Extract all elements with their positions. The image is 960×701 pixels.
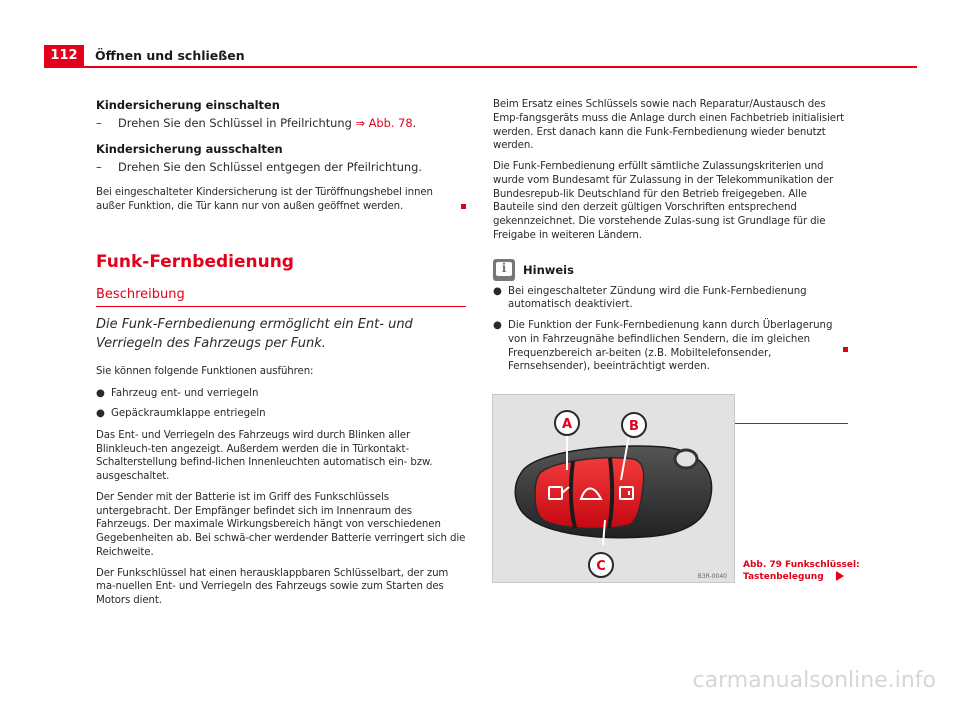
continue-arrow-icon (836, 571, 844, 581)
info-note-icon (493, 259, 515, 281)
key-figure (492, 394, 735, 583)
button-panel (535, 458, 644, 529)
left-column (96, 98, 466, 615)
header-rule (44, 66, 917, 68)
kindersicherung-off-heading: Kindersicherung ausschalten (96, 142, 283, 156)
functions-intro: Sie können folgende Funktionen ausführen: (96, 366, 314, 378)
caption-line: Abb. 79 Funkschlüssel: (743, 560, 860, 570)
right-column (493, 98, 848, 424)
list-item: ● Fahrzeug ent- und verriegeln (96, 388, 259, 400)
note-header (493, 259, 848, 281)
note-title: Hinweis (523, 262, 574, 277)
end-marker (461, 204, 466, 209)
bullet: ● (96, 388, 105, 400)
kindersicherung-note (96, 186, 466, 214)
callout-label-b: B (629, 419, 639, 434)
paragraph: Die Funk-Fernbedienung erfüllt sämtliche Zulassungskriterien und wurde vom Bundesamt für Zulassung in der Telekommunikation der Bundesrepub-lik Deutschland für den Betrieb freigegeben. Alle Bauteile sind den derzeit gültigen Vorschriften entsprechend gekennzeichnet. Die vorstehende Zulas-sung ist Grundlage für die Freigabe in weiteren Ländern. (493, 161, 834, 241)
note-list (493, 285, 848, 375)
step-suffix: . (412, 116, 417, 130)
lead-text: Die Funk-Fernbedienung ermöglicht ein Ent- und Verriegeln des Fahrzeugs per Funk. (96, 316, 413, 351)
subsection-title: Beschreibung (96, 286, 185, 302)
figure-link[interactable]: ⇒ Abb. 78 (355, 116, 413, 130)
bullet: ● (96, 407, 105, 419)
paragraph: Das Ent- und Verriegeln des Fahrzeugs wird durch Blinken aller Blinkleuch-ten angezeigt. Außerdem werden die in Türkontakt-Schalterstellung befind-lichen Innenleuchten automatisch ein- bzw. ausgeschaltet. (96, 429, 433, 483)
end-marker (843, 347, 848, 352)
remote-key-illustration (493, 395, 734, 582)
step-text: Drehen Sie den Schlüssel in Pfeilrichtung (118, 116, 356, 130)
callout-label-a: A (561, 417, 573, 432)
step-text: Drehen Sie den Schlüssel entgegen der Pfeilrichtung. (118, 160, 422, 174)
chapter-title: Öffnen und schließen (95, 48, 245, 63)
bullet: ● (493, 285, 502, 297)
bullet: ● (493, 320, 502, 332)
paragraph: Der Sender mit der Batterie ist im Griff des Funkschlüssels untergebracht. Der Empfänger befindet sich im Innenraum des Fahrzeugs. Der maximale Wirkungsbereich hängt von verschiedenen Gegebenheiten ab. Bei schwä-cher werdender Batterie verringert sich die Reichweite. (96, 491, 466, 558)
figure-code: B3R-0040 (697, 573, 727, 580)
paragraph: Beim Ersatz eines Schlüssels sowie nach Reparatur/Austausch des Emp-fangsgeräts muss die Anlage durch einen Fachbetrieb initialisiert werden. Erst danach kann die Funk-Fernbedienung wieder benutzt werden. (493, 99, 844, 152)
list-item: ● Die Funktion der Funk-Fernbedienung kann durch Überlagerung von in Fahrzeugnähe befindlichen Sendern, die im gleichen Frequenzbereich ar-beiten (z.B. Mobiltelefonsender, Fernsehsender), beeinträchtigt werden. (493, 319, 848, 374)
list-item: ● Gepäckraumklappe entriegeln (96, 407, 266, 419)
list-item: ● Bei eingeschalteter Zündung wird die Funk-Fernbedienung automatisch deaktiviert. (493, 285, 807, 311)
page-number: 112 (44, 45, 84, 66)
callout-label-c: C (596, 559, 606, 574)
dash-marker: – (96, 160, 102, 174)
section-title: Funk-Fernbedienung (96, 251, 294, 272)
dash-marker: – (96, 116, 102, 130)
paragraph: Der Funkschlüssel hat einen herausklappbaren Schlüsselbart, der zum ma-nuellen Ent- und Verriegeln des Fahrzeugs sowie zum Starten des Motors dient. (96, 567, 449, 607)
note-text: Bei eingeschalteter Kindersicherung ist der Türöffnungshebel innen außer Funktion, die Tür kann nur von außen geöffnet werden. (96, 187, 433, 212)
caption-line: Tastenbelegung (743, 572, 824, 583)
kindersicherung-on-heading: Kindersicherung einschalten (96, 98, 280, 112)
subsection-rule (96, 306, 466, 307)
key-ring-icon (675, 450, 697, 468)
watermark: carmanualsonline.info (692, 668, 936, 693)
kindersicherung-on-step (96, 116, 466, 130)
kindersicherung-off-step (96, 160, 466, 174)
